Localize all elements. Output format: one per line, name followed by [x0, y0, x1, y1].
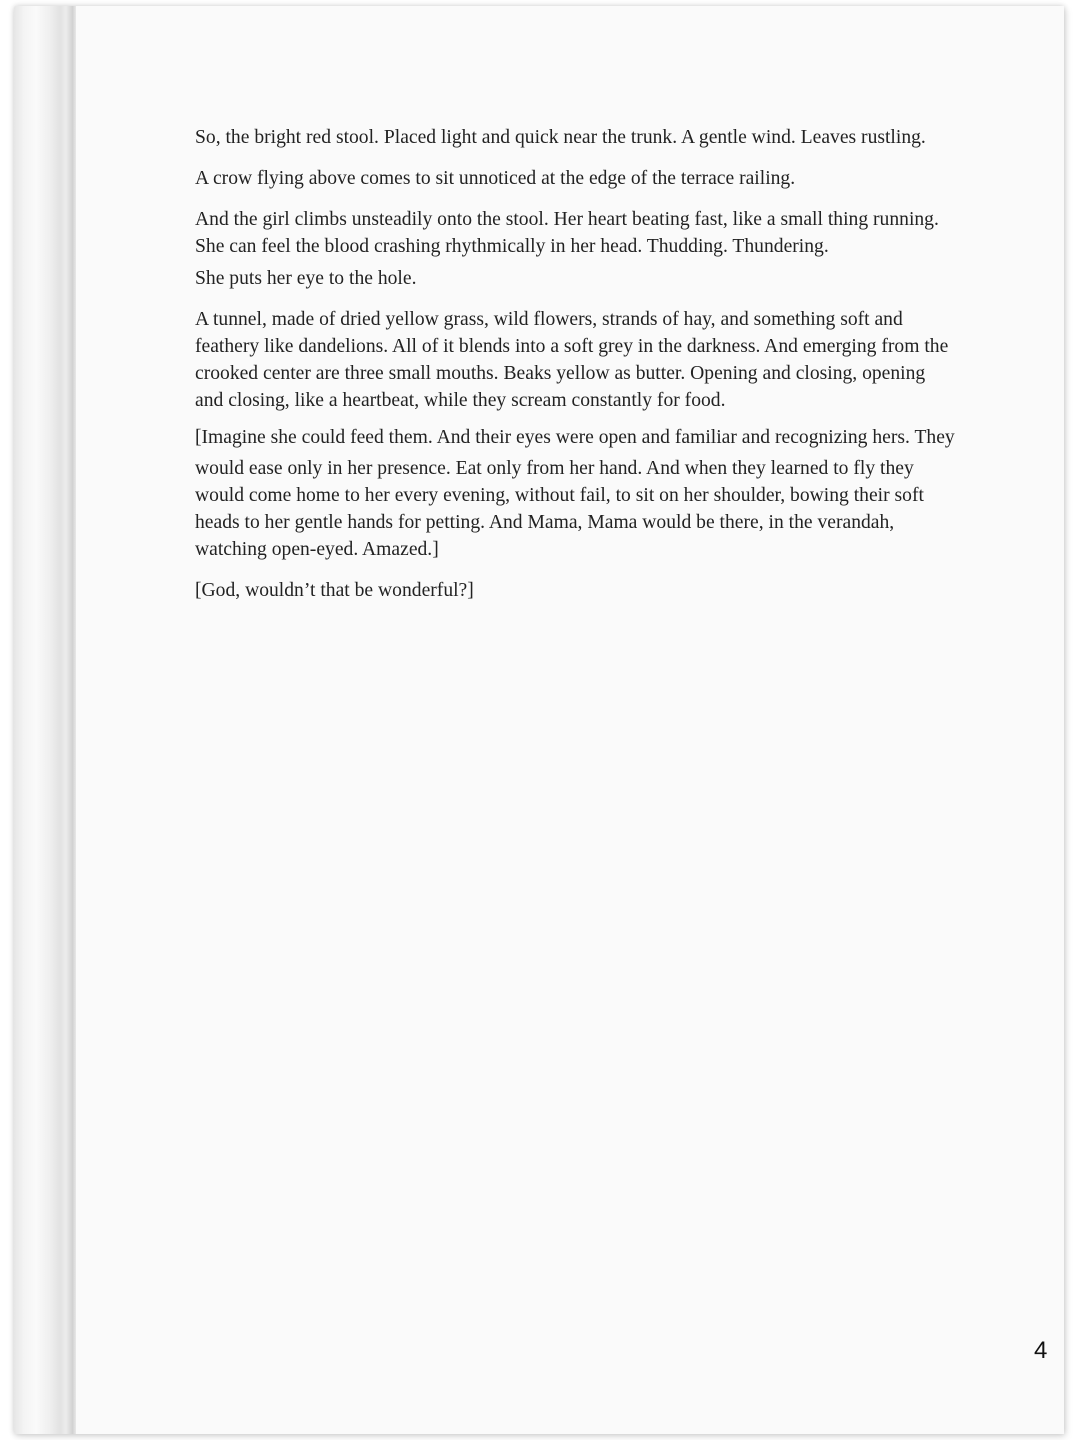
text-line: She can feel the blood crashing rhythmically in her head. Thudding. Thundering. — [195, 236, 829, 257]
paragraph-2 — [195, 165, 1045, 192]
text-line: So, the bright red stool. Placed light and quick near the trunk. A gentle wind. Leaves rustling. — [195, 127, 926, 148]
text-line: and closing, like a heartbeat, while they scream constantly for food. — [195, 390, 726, 411]
book-spine — [14, 6, 76, 1434]
text-line: [God, wouldn’t that be wonderful?] — [195, 580, 474, 601]
page-number: 4 — [1034, 1337, 1048, 1364]
book-page — [14, 6, 1064, 1434]
text-line: feathery like dandelions. All of it blends into a soft grey in the darkness. And emerging from the — [195, 336, 949, 357]
text-line: would come home to her every evening, without fail, to sit on her shoulder, bowing their soft — [195, 485, 924, 506]
text-line: would ease only in her presence. Eat only from her hand. And when they learned to fly they — [195, 458, 914, 479]
text-line: A crow flying above comes to sit unnoticed at the edge of the terrace railing. — [195, 168, 796, 189]
text-line: [Imagine she could feed them. And their eyes were open and familiar and recognizing hers. They — [195, 427, 955, 448]
text-line: watching open-eyed. Amazed.] — [195, 539, 439, 560]
paragraph-5 — [195, 424, 1045, 563]
text-line: She puts her eye to the hole. — [195, 268, 417, 289]
paragraph-1 — [195, 124, 1045, 151]
paragraph-6 — [195, 577, 1045, 604]
page-body — [76, 6, 1064, 1434]
text-line: crooked center are three small mouths. Beaks yellow as butter. Opening and closing, opening — [195, 363, 926, 384]
paragraph-3 — [195, 206, 1045, 292]
text-line: heads to her gentle hands for petting. And Mama, Mama would be there, in the verandah, — [195, 512, 895, 533]
paragraph-4 — [195, 306, 1045, 414]
text-line: A tunnel, made of dried yellow grass, wild flowers, strands of hay, and something soft and — [195, 309, 903, 330]
body-text — [195, 124, 1045, 617]
text-line: And the girl climbs unsteadily onto the stool. Her heart beating fast, like a small thing running. — [195, 209, 939, 230]
